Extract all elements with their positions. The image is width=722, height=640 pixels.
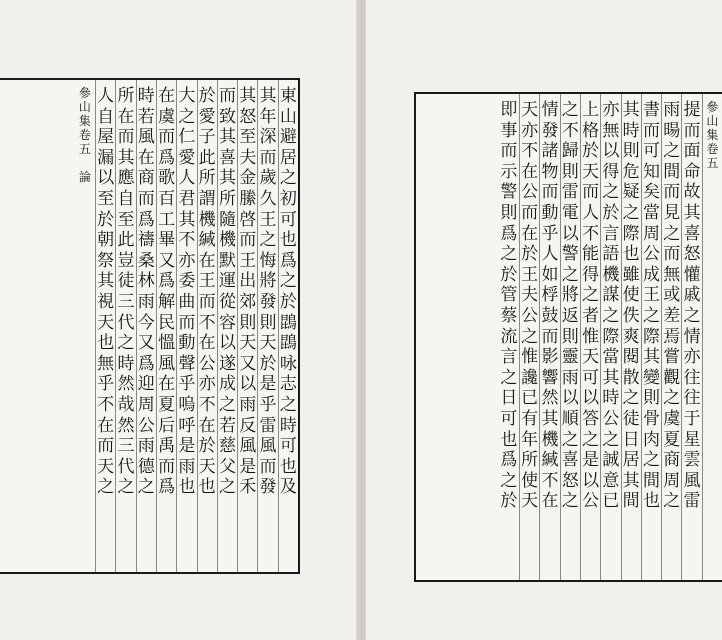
right-text-column: 提 而 面 命 故 其 喜 怒 懽 戚 之 情 亦 往 往 于 星 雲 風 雷 xyxy=(681,94,701,580)
right-text-column: 情 發 諸 物 而 動 乎 人 如 桴 鼓 而 影 響 然 其 機 緘 不 在 xyxy=(539,94,559,580)
left-text-column: 人 自 屋 漏 以 至 於 朝 祭 其 視 天 也 無 乎 不 在 而 天 之 xyxy=(95,80,115,572)
right-margin-label: 參 山 集 卷 五 xyxy=(702,94,722,580)
left-text-column: 其 怒 至 夫 金 縢 啓 而 王 出 郊 則 天 又 以 雨 反 風 是 禾 xyxy=(237,80,257,572)
left-text-column: 大 之 仁 愛 人 君 其 不 亦 委 曲 而 動 聲 乎 嗚 呼 是 雨 也 xyxy=(176,80,196,572)
right-text-column: 上 格 於 天 而 人 不 能 得 之 者 惟 天 可 以 答 之 是 以 公 xyxy=(580,94,600,580)
right-text-column: 之 不 歸 則 雷 電 以 警 之 將 返 則 靈 雨 以 順 之 喜 怒 之 xyxy=(560,94,580,580)
left-text-column: 所 在 而 其 應 自 至 此 豈 徒 三 代 之 時 然 哉 然 三 代 之 xyxy=(115,80,135,572)
right-text-frame xyxy=(414,92,722,582)
right-text-column: 書 而 可 知 矣 當 周 公 成 王 之 際 其 變 則 骨 肉 之 間 也 xyxy=(641,94,661,580)
left-text-column: 時 若 風 在 商 而 爲 禱 桑 林 雨 今 又 爲 迎 周 公 雨 德 之 xyxy=(136,80,156,572)
left-text-column: 其 年 深 而 歲 久 王 之 悔 將 發 則 天 於 是 乎 雷 風 而 發 xyxy=(257,80,277,572)
right-text-column: 亦 無 以 得 之 於 言 語 機 謀 之 際 當 其 時 公 之 誠 意 已 xyxy=(600,94,620,580)
left-text-column: 於 愛 子 此 所 謂 機 緘 在 王 而 不 在 公 亦 不 在 於 天 也 xyxy=(197,80,217,572)
right-text-column: 雨 暘 之 間 而 見 之 而 無 或 差 焉 嘗 觀 之 虞 夏 商 周 之 xyxy=(661,94,681,580)
left-text-frame xyxy=(0,78,300,574)
left-text-column: 在 虞 而 爲 歌 百 工 畢 又 爲 解 民 慍 風 在 夏 后 禹 而 爲 xyxy=(156,80,176,572)
left-text-column: 東 山 避 居 之 初 可 也 爲 之 於 鵾 鵾 咏 志 之 時 可 也 及 xyxy=(278,80,298,572)
left-text-column: 而 致 其 喜 其 所 隨 機 默 運 從 容 以 遂 成 之 若 慈 父 之 xyxy=(217,80,237,572)
right-text-column: 即 事 而 示 警 則 爲 之 於 管 蔡 流 言 之 日 可 也 爲 之 於 xyxy=(500,100,518,512)
left-page xyxy=(0,0,358,640)
left-margin-label: 參 山 集 卷 五 論 xyxy=(78,86,91,184)
right-text-column: 其 時 則 危 疑 之 際 也 雖 使 佚 爽 閱 散 之 徒 日 居 其 間 xyxy=(621,94,641,580)
right-text-columns xyxy=(416,94,722,580)
left-text-columns xyxy=(0,80,298,572)
right-page xyxy=(366,0,722,640)
right-text-column: 天 亦 不 在 公 而 在 於 王 夫 公 之 惟 讒 已 有 年 所 使 天 xyxy=(519,94,539,580)
